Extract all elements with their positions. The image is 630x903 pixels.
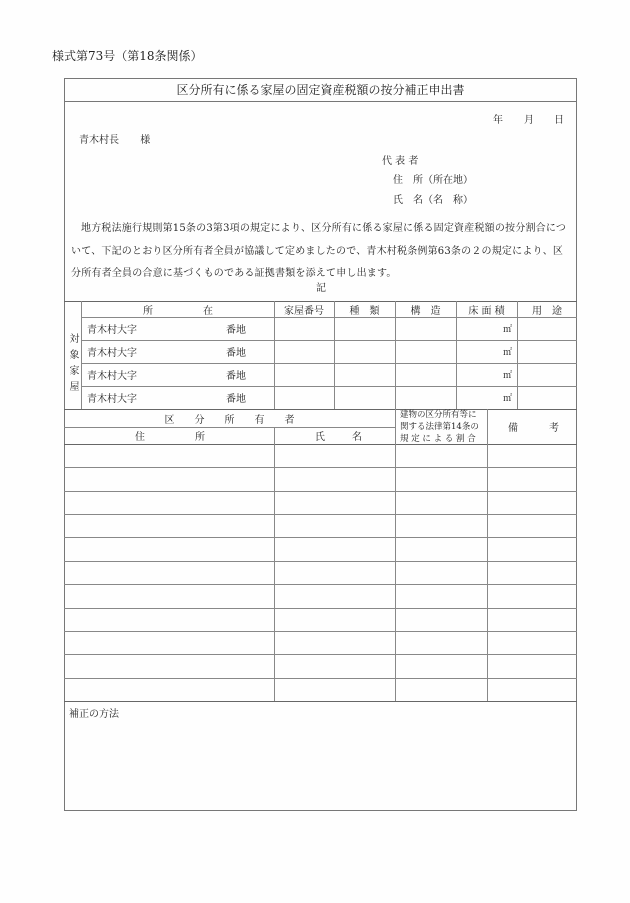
header-ratio bbox=[400, 409, 479, 445]
owner-header-divider bbox=[64, 427, 395, 428]
owner-address-field[interactable] bbox=[65, 515, 274, 537]
date-day-label: 日 bbox=[554, 115, 564, 126]
header-house-number: 家屋番号 bbox=[284, 305, 324, 317]
owner-name-field[interactable] bbox=[275, 492, 395, 514]
village-label: 青木村大字 bbox=[87, 394, 137, 405]
correction-method-field[interactable] bbox=[65, 718, 576, 810]
header-address-1: 住 bbox=[135, 432, 145, 443]
header-floor-area: 床 面 積 bbox=[468, 305, 505, 317]
owner-address-field[interactable] bbox=[65, 562, 274, 584]
owner-remarks-field[interactable] bbox=[488, 562, 577, 584]
owner-name-field[interactable] bbox=[275, 445, 395, 467]
header-remarks-2: 考 bbox=[549, 423, 559, 434]
owner-ratio-field[interactable] bbox=[396, 585, 487, 607]
correction-method-label: 補正の方法 bbox=[69, 709, 119, 720]
owner-name-field[interactable] bbox=[275, 679, 395, 701]
village-label: 青木村大字 bbox=[87, 325, 137, 336]
village-label: 青木村大字 bbox=[87, 371, 137, 382]
owner-remarks-field[interactable] bbox=[488, 445, 577, 467]
header-usage: 用 途 bbox=[532, 305, 562, 317]
owner-ratio-field[interactable] bbox=[396, 492, 487, 514]
area-unit: ㎡ bbox=[503, 325, 513, 335]
date-year-label: 年 bbox=[493, 115, 503, 126]
owner-name-field[interactable] bbox=[275, 609, 395, 631]
lot-label: 番地 bbox=[226, 394, 246, 405]
owner-table-bottom-border bbox=[64, 701, 577, 702]
owner-name-field[interactable] bbox=[275, 468, 395, 490]
lot-label: 番地 bbox=[226, 325, 246, 336]
owner-name-field[interactable] bbox=[275, 632, 395, 654]
owner-address-field[interactable] bbox=[65, 632, 274, 654]
form-title: 区分所有に係る家屋の固定資産税額の按分補正申出書 bbox=[64, 78, 577, 102]
owner-address-field[interactable] bbox=[65, 445, 274, 467]
area-unit: ㎡ bbox=[503, 394, 513, 404]
header-name-2: 名 bbox=[352, 432, 362, 443]
header-structure: 構 造 bbox=[410, 305, 441, 317]
owner-ratio-field[interactable] bbox=[396, 632, 487, 654]
owner-name-field[interactable] bbox=[275, 655, 395, 677]
owner-remarks-field[interactable] bbox=[488, 609, 577, 631]
owner-remarks-field[interactable] bbox=[488, 585, 577, 607]
owner-remarks-field[interactable] bbox=[488, 468, 577, 490]
area-unit: ㎡ bbox=[503, 348, 513, 358]
ratio-line: 規 定 に よ る 割 合 bbox=[400, 434, 476, 444]
owner-address-field[interactable] bbox=[65, 679, 274, 701]
owner-remarks-field[interactable] bbox=[488, 492, 577, 514]
owner-ratio-field[interactable] bbox=[396, 515, 487, 537]
representative-address-label: 住 所（所在地） bbox=[393, 175, 473, 186]
house-number-field[interactable] bbox=[275, 318, 334, 340]
owner-address-field[interactable] bbox=[65, 468, 274, 490]
date-month-label: 月 bbox=[524, 115, 534, 126]
owner-address-field[interactable] bbox=[65, 492, 274, 514]
owner-remarks-field[interactable] bbox=[488, 515, 577, 537]
header-type: 種 類 bbox=[349, 305, 380, 317]
village-label: 青木村大字 bbox=[87, 348, 137, 359]
owner-name-field[interactable] bbox=[275, 515, 395, 537]
owner-ratio-field[interactable] bbox=[396, 655, 487, 677]
owner-address-field[interactable] bbox=[65, 655, 274, 677]
owner-name-field[interactable] bbox=[275, 538, 395, 560]
owner-remarks-field[interactable] bbox=[488, 538, 577, 560]
owner-ratio-field[interactable] bbox=[396, 538, 487, 560]
ki-label: 記 bbox=[316, 283, 326, 294]
owner-ratio-field[interactable] bbox=[396, 445, 487, 467]
owner-address-field[interactable] bbox=[65, 538, 274, 560]
header-address-2: 所 bbox=[195, 432, 205, 443]
col-divider bbox=[81, 301, 82, 409]
owner-remarks-field[interactable] bbox=[488, 655, 577, 677]
ratio-line: 建物の区分所有等に bbox=[400, 410, 477, 420]
lot-label: 番地 bbox=[226, 348, 246, 359]
addressee-honorific: 様 bbox=[140, 135, 151, 146]
usage-field[interactable] bbox=[518, 318, 577, 340]
form-number-label: 様式第73号（第18条関係） bbox=[52, 49, 203, 63]
type-field[interactable] bbox=[335, 318, 395, 340]
structure-field[interactable] bbox=[396, 318, 456, 340]
representative-label: 代 表 者 bbox=[382, 156, 419, 167]
header-remarks-1: 備 bbox=[508, 423, 518, 434]
target-building-label: 対象家屋 bbox=[67, 333, 78, 397]
header-location-2: 在 bbox=[203, 305, 213, 317]
owner-ratio-field[interactable] bbox=[396, 562, 487, 584]
representative-name-label: 氏 名（名 称） bbox=[393, 195, 473, 206]
lot-label: 番地 bbox=[226, 371, 246, 382]
owner-name-field[interactable] bbox=[275, 585, 395, 607]
owner-name-field[interactable] bbox=[275, 562, 395, 584]
owner-address-field[interactable] bbox=[65, 585, 274, 607]
owner-address-field[interactable] bbox=[65, 609, 274, 631]
header-name-1: 氏 bbox=[315, 432, 325, 443]
ratio-line: 関する法律第14条の bbox=[400, 422, 479, 432]
owner-group-header: 区 分 所 有 者 bbox=[164, 414, 295, 426]
addressee-name: 青木村長 bbox=[79, 135, 119, 146]
owner-ratio-field[interactable] bbox=[396, 468, 487, 490]
header-location-1: 所 bbox=[143, 305, 153, 317]
owner-ratio-field[interactable] bbox=[396, 679, 487, 701]
addressee bbox=[79, 131, 150, 146]
owner-remarks-field[interactable] bbox=[488, 632, 577, 654]
declaration-text: 地方税法施行規則第15条の3第3項の規定により、区分所有に係る家屋に係る固定資産税額の按分割合について、下記のとおり区分所有者全員が協議して定めましたので、青木村税条例第63条の２の規定により、区分所有者全員の合意に基づくものである証拠書類を添えて申し出ます。 bbox=[71, 223, 567, 279]
owner-ratio-field[interactable] bbox=[396, 609, 487, 631]
owner-remarks-field[interactable] bbox=[488, 679, 577, 701]
area-unit: ㎡ bbox=[503, 371, 513, 381]
col-divider bbox=[456, 301, 457, 409]
